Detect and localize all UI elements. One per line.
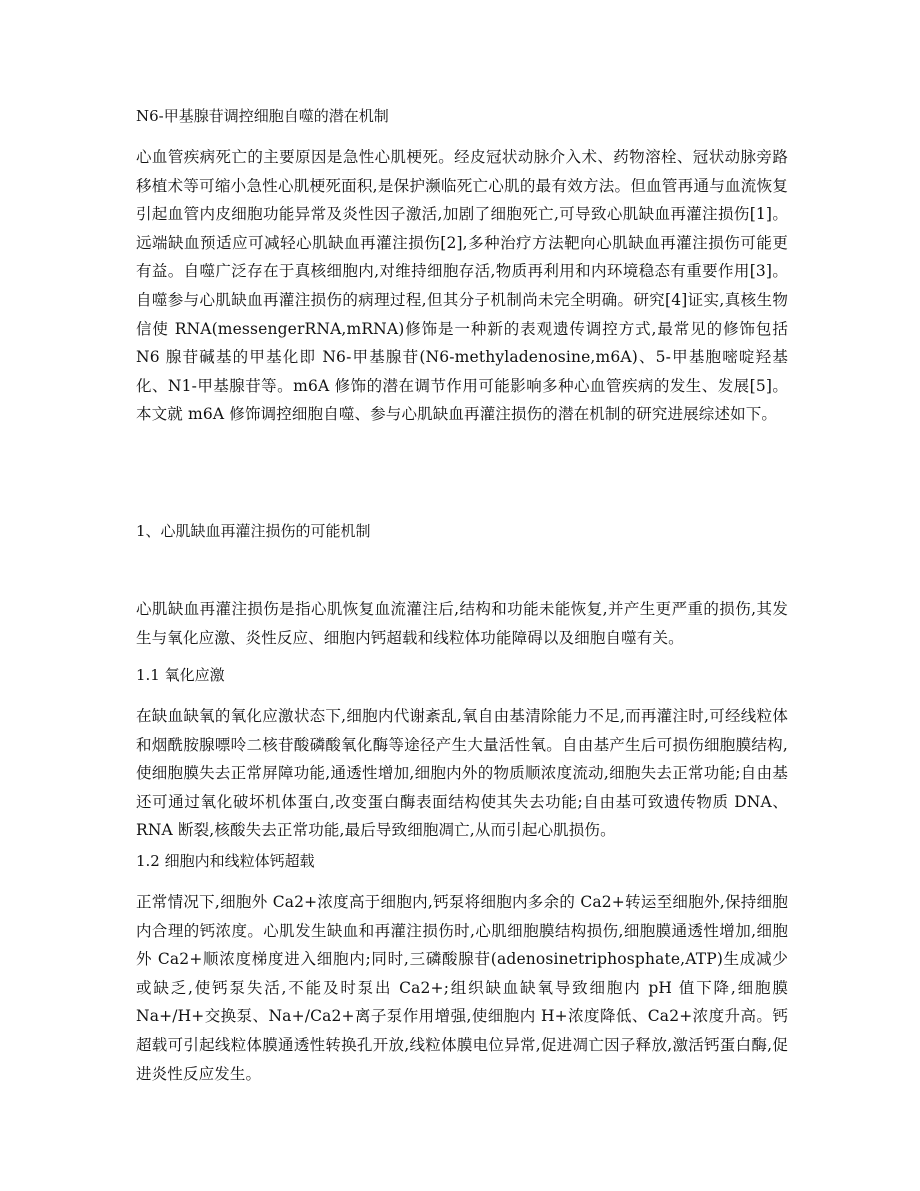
section-1-2-paragraph: 正常情况下,细胞外 Ca2+浓度高于细胞内,钙泵将细胞内多余的 Ca2+转运至细胞外,保持细胞内合理的钙浓度。心肌发生缺血和再灌注损伤时,心肌细胞膜结构损伤,细胞膜通透性增加,细胞外 Ca2+顺浓度梯度进入细胞内;同时,三磷酸腺苷(adenosinetriphosphate,ATP)生成减少或缺乏,使钙泵失活,不能及时泵出 Ca2+;组织缺血缺氧导致细胞内 pH 值下降,细胞膜 Na+/H+交换泵、Na+/Ca2+离子泵作用增强,使细胞内 H+浓度降低、Ca2+浓度升高。钙超载可引起线粒体膜通透性转换孔开放,线粒体膜电位异常,促进凋亡因子释放,激活钙蛋白酶,促进炎性反应发生。: [136, 893, 788, 1083]
section-1-1-heading: 1.1 氧化应激: [136, 666, 225, 684]
intro-paragraph: 心血管疾病死亡的主要原因是急性心肌梗死。经皮冠状动脉介入术、药物溶栓、冠状动脉旁路移植术等可缩小急性心肌梗死面积,是保护濒临死亡心肌的最有效方法。但血管再通与血流恢复引起血管内皮细胞功能异常及炎性因子激活,加剧了细胞死亡,可导致心肌缺血再灌注损伤[1]。远端缺血预适应可减轻心肌缺血再灌注损伤[2],多种治疗方法靶向心肌缺血再灌注损伤可能更有益。自噬广泛存在于真核细胞内,对维持细胞存活,物质再利用和内环境稳态有重要作用[3]。自噬参与心肌缺血再灌注损伤的病理过程,但其分子机制尚未完全明确。研究[4]证实,真核生物信使 RNA(messengerRNA,mRNA)修饰是一种新的表观遗传调控方式,最常见的修饰包括 N6 腺苷碱基的甲基化即 N6-甲基腺苷(N6-methyladenosine,m6A)、5-甲基胞嘧啶羟基化、N1-甲基腺苷等。m6A 修饰的潜在调节作用可能影响多种心血管疾病的发生、发展[5]。本文就 m6A 修饰调控细胞自噬、参与心肌缺血再灌注损伤的潜在机制的研究进展综述如下。: [136, 148, 788, 424]
section-1-heading: 1、心肌缺血再灌注损伤的可能机制: [136, 522, 371, 540]
section-1-paragraph: 心肌缺血再灌注损伤是指心肌恢复血流灌注后,结构和功能未能恢复,并产生更严重的损伤,其发生与氧化应激、炎性反应、细胞内钙超载和线粒体功能障碍以及细胞自噬有关。: [136, 600, 788, 647]
document-title: N6-甲基腺苷调控细胞自噬的潜在机制: [136, 107, 389, 125]
section-1-1-paragraph: 在缺血缺氧的氧化应激状态下,细胞内代谢紊乱,氧自由基清除能力不足,而再灌注时,可经线粒体和烟酰胺腺嘌呤二核苷酸磷酸氧化酶等途径产生大量活性氧。自由基产生后可损伤细胞膜结构,使细胞膜失去正常屏障功能,通透性增加,细胞内外的物质顺浓度流动,细胞失去正常功能;自由基还可通过氧化破坏机体蛋白,改变蛋白酶表面结构使其失去功能;自由基可致遗传物质 DNA、RNA 断裂,核酸失去正常功能,最后导致细胞凋亡,从而引起心肌损伤。: [136, 707, 788, 840]
section-1-2-heading: 1.2 细胞内和线粒体钙超载: [136, 852, 315, 870]
